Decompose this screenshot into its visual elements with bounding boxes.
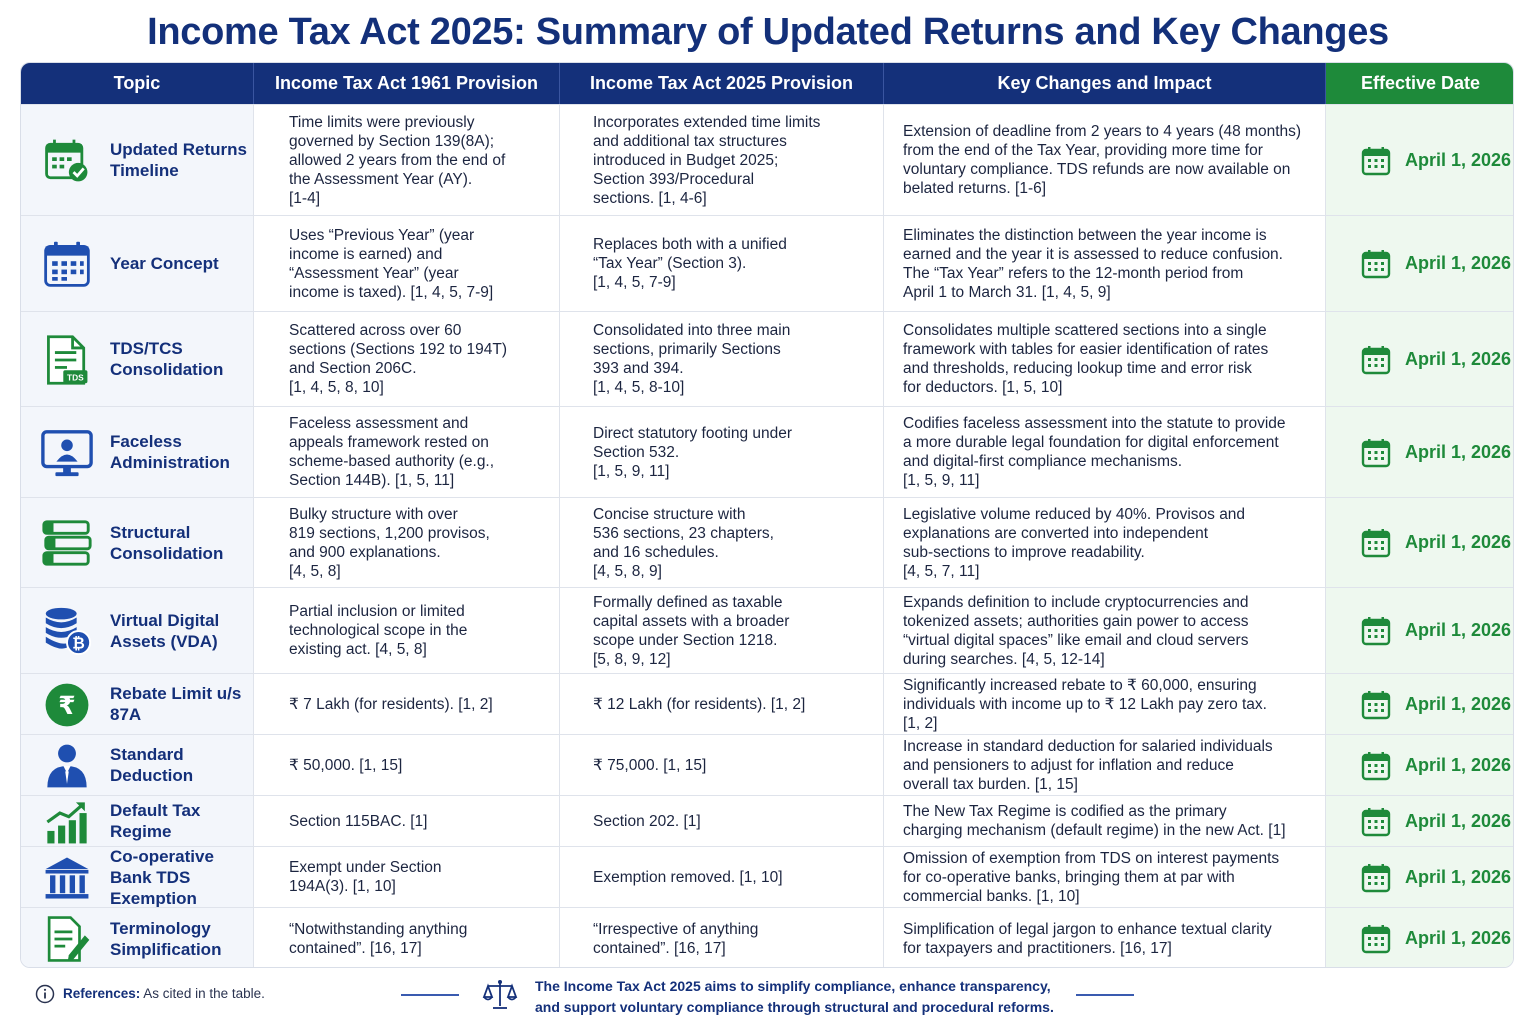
divider-right (1076, 994, 1134, 996)
key-changes-text: Omission of exemption from TDS on interest payments for co-operative banks, bringing them at par with commercial banks. [1, 10] (903, 849, 1280, 905)
new-provision-cell (560, 105, 884, 215)
key-changes-cell (884, 588, 1326, 673)
key-changes-cell (884, 312, 1326, 406)
new-provision-text: ₹ 75,000. [1, 15] (593, 756, 707, 774)
footer (0, 972, 1536, 1024)
new-provision-text: Consolidated into three main sections, primarily Sections 393 and 394. [1, 4, 5, 8-10] (593, 322, 791, 396)
info-icon (35, 984, 55, 1004)
table-row (21, 907, 1514, 968)
calendar-icon (1360, 923, 1392, 955)
old-provision-cell (254, 498, 560, 587)
topic-cell (21, 498, 254, 587)
key-changes-text: Legislative volume reduced by 40%. Provisos and explanations are converted into independent sub-sections to improve readability. [4, 5, 7, 11] (903, 505, 1246, 580)
new-provision-cell (560, 735, 884, 795)
old-provision-cell (254, 674, 560, 734)
topic-cell (21, 216, 254, 311)
tds-document-icon (39, 332, 95, 388)
key-changes-cell (884, 674, 1326, 734)
effective-date: April 1, 2026 (1405, 441, 1512, 462)
books-icon (39, 515, 95, 571)
new-provision-cell (560, 312, 884, 406)
effective-date: April 1, 2026 (1405, 754, 1512, 775)
new-provision-text: Exemption removed. [1, 10] (593, 868, 783, 886)
old-provision-cell (254, 847, 560, 907)
bank-icon (39, 850, 95, 906)
effective-date-cell (1326, 588, 1514, 673)
new-provision-cell (560, 407, 884, 497)
topic-cell (21, 674, 254, 734)
table-row (21, 795, 1514, 846)
old-provision-text: Exempt under Section 194A(3). [1, 10] (289, 859, 442, 895)
key-changes-cell (884, 105, 1326, 215)
new-provision-cell (560, 498, 884, 587)
effective-date-cell (1326, 407, 1514, 497)
old-provision-text: Section 115BAC. [1] (289, 812, 428, 830)
svg-text:₿: ₿ (72, 635, 85, 653)
key-changes-cell (884, 796, 1326, 846)
effective-date: April 1, 2026 (1405, 810, 1512, 831)
calendar-icon (1360, 689, 1392, 721)
new-provision-cell (560, 216, 884, 311)
effective-date: April 1, 2026 (1405, 866, 1512, 887)
references-note: References: As cited in the table. (63, 986, 265, 1001)
header-old-provision: Income Tax Act 1961 Provision (254, 63, 560, 104)
summary-table (20, 62, 1514, 968)
old-provision-cell (254, 796, 560, 846)
key-changes-text: Simplification of legal jargon to enhance textual clarity for taxpayers and practitioners. [16, 17] (903, 920, 1272, 957)
old-provision-text: Time limits were previously governed by Section 139(8A); allowed 2 years from the end of the Assessment Year (AY). [1-4] (289, 113, 506, 207)
growth-chart-icon (39, 794, 95, 850)
header-topic: Topic (21, 63, 254, 104)
table-row (21, 497, 1514, 587)
effective-date: April 1, 2026 (1405, 693, 1512, 714)
table-row (21, 846, 1514, 907)
new-provision-cell (560, 588, 884, 673)
key-changes-cell (884, 407, 1326, 497)
new-provision-text: Incorporates extended time limits and additional tax structures introduced in Budget 2025; Section 393/Procedural sections. [1, 4-6] (593, 113, 821, 207)
effective-date-cell (1326, 498, 1514, 587)
key-changes-cell (884, 216, 1326, 311)
topic-cell (21, 407, 254, 497)
topic-cell (21, 105, 254, 215)
svg-text:TDS: TDS (67, 371, 84, 382)
old-provision-text: Bulky structure with over 819 sections, 1,200 provisos, and 900 explanations. [4, 5, 8] (289, 505, 490, 580)
new-provision-text: Replaces both with a unified “Tax Year” (Section 3). [1, 4, 5, 7-9] (593, 236, 787, 291)
effective-date-cell (1326, 847, 1514, 907)
topic-cell (21, 735, 254, 795)
table-row (21, 406, 1514, 497)
new-provision-cell (560, 796, 884, 846)
topic-label: Year Concept (110, 254, 219, 273)
calendar-icon (1360, 862, 1392, 894)
calendar-icon (1360, 248, 1392, 280)
calendar-icon (1360, 806, 1392, 838)
topic-label: Faceless Administration (110, 432, 230, 472)
old-provision-text: Faceless assessment and appeals framework rested on scheme-based authority (e.g., Section 144B). [1, 5, 11] (289, 415, 495, 489)
header-key-changes: Key Changes and Impact (884, 63, 1326, 104)
new-provision-text: ₹ 12 Lakh (for residents). [1, 2] (593, 695, 806, 713)
new-provision-cell (560, 847, 884, 907)
old-provision-cell (254, 407, 560, 497)
key-changes-text: Expands definition to include cryptocurrencies and tokenized assets; authorities gain power to access “virtual digital spaces” like email and cloud servers during searches. [4, 5, 12-14] (903, 593, 1249, 668)
key-changes-cell (884, 847, 1326, 907)
effective-date: April 1, 2026 (1405, 928, 1512, 948)
key-changes-cell (884, 908, 1326, 968)
topic-label: Terminology Simplification (110, 918, 222, 959)
calendar-icon (39, 236, 95, 292)
svg-text:₹: ₹ (58, 690, 76, 720)
calendar-icon (1360, 750, 1392, 782)
effective-date: April 1, 2026 (1405, 532, 1512, 552)
topic-label: Co-operative Bank TDS Exemption (110, 846, 214, 908)
topic-label: Structural Consolidation (110, 522, 224, 563)
key-changes-text: The New Tax Regime is codified as the primary charging mechanism (default regime) in the new Act. [1] (903, 803, 1286, 839)
table-row (21, 104, 1514, 215)
calendar-icon (1360, 344, 1392, 376)
page-title: Income Tax Act 2025: Summary of Updated Returns and Key Changes (147, 11, 1389, 53)
header-effective-date: Effective Date (1326, 63, 1514, 104)
new-provision-text: Direct statutory footing under Section 532. [1, 5, 9, 11] (593, 424, 793, 480)
calendar-icon (1360, 437, 1392, 469)
effective-date-cell (1326, 735, 1514, 795)
key-changes-text: Extension of deadline from 2 years to 4 years (48 months) from the end of the Tax Year, providing more time for voluntary compliance. TDS refunds are now available on belated returns. [1-6] (903, 123, 1302, 197)
old-provision-cell (254, 588, 560, 673)
effective-date-cell (1326, 796, 1514, 846)
key-changes-text: Codifies faceless assessment into the statute to provide a more durable legal foundation for digital enforcement and digital-first compliance mechanisms. [1, 5, 9, 11] (903, 415, 1286, 489)
topic-label: Standard Deduction (110, 745, 194, 785)
effective-date: April 1, 2026 (1405, 348, 1512, 369)
old-provision-text: Scattered across over 60 sections (Sections 192 to 194T) and Section 206C. [1, 4, 5, 8, 10] (289, 322, 507, 396)
effective-date: April 1, 2026 (1405, 149, 1512, 170)
old-provision-text: ₹ 50,000. [1, 15] (289, 756, 403, 774)
rupee-icon (39, 677, 95, 733)
effective-date-cell (1326, 105, 1514, 215)
topic-label: Virtual Digital Assets (VDA) (110, 610, 220, 651)
new-provision-cell (560, 674, 884, 734)
table-row (21, 673, 1514, 734)
old-provision-cell (254, 908, 560, 968)
footer-message: The Income Tax Act 2025 aims to simplify compliance, enhance transparency, and support voluntary compliance through structural and procedural reforms. (535, 978, 1054, 1015)
effective-date-cell (1326, 908, 1514, 968)
calendar-icon (1360, 527, 1392, 559)
topic-label: TDS/TCS Consolidation (110, 339, 224, 379)
table-row (21, 587, 1514, 673)
old-provision-cell (254, 105, 560, 215)
old-provision-text: Uses “Previous Year” (year income is earned) and “Assessment Year” (year income is taxed). [1, 4, 5, 7-9] (289, 226, 494, 301)
person-icon (39, 738, 95, 794)
old-provision-cell (254, 735, 560, 795)
table-row (21, 311, 1514, 406)
effective-date-cell (1326, 674, 1514, 734)
table-row (21, 734, 1514, 795)
topic-label: Updated Returns Timeline (110, 140, 247, 180)
topic-cell (21, 588, 254, 673)
topic-cell (21, 312, 254, 406)
old-provision-text: “Notwithstanding anything contained”. [16, 17] (289, 920, 468, 957)
scales-of-justice-icon (482, 978, 518, 1012)
effective-date: April 1, 2026 (1405, 253, 1512, 273)
new-provision-text: Formally defined as taxable capital assets with a broader scope under Section 1218. [5, 8, 9, 12] (593, 593, 790, 668)
new-provision-text: Concise structure with 536 sections, 23 chapters, and 16 schedules. [4, 5, 8, 9] (593, 505, 774, 580)
key-changes-text: Eliminates the distinction between the year income is earned and the year it is assessed to reduce confusion. The “Tax Year” refers to the 12-month period from April 1 to March 31. [1, 4, 5, 9] (903, 226, 1283, 301)
new-provision-text: “Irrespective of anything contained”. [16, 17] (593, 920, 759, 957)
topic-label: Default Tax Regime (110, 801, 201, 841)
topic-cell (21, 908, 254, 968)
key-changes-cell (884, 498, 1326, 587)
key-changes-text: Significantly increased rebate to ₹ 60,000, ensuring individuals with income up to ₹ 12 Lakh pay zero tax. [1, 2] (903, 676, 1267, 732)
topic-cell (21, 847, 254, 907)
effective-date-cell (1326, 312, 1514, 406)
document-pen-icon (39, 911, 95, 967)
calendar-check-icon (39, 133, 95, 189)
table-row (21, 215, 1514, 311)
calendar-icon (1360, 615, 1392, 647)
topic-label: Rebate Limit u/s 87A (110, 684, 242, 724)
topic-cell (21, 796, 254, 846)
key-changes-text: Consolidates multiple scattered sections into a single framework with tables for easier identification of rates and thresholds, reducing lookup time and error risk for deductors. [1, 5, 10] (903, 322, 1269, 396)
old-provision-cell (254, 216, 560, 311)
effective-date: April 1, 2026 (1405, 620, 1512, 640)
new-provision-text: Section 202. [1] (593, 812, 701, 830)
new-provision-cell (560, 908, 884, 968)
header-new-provision: Income Tax Act 2025 Provision (560, 63, 884, 104)
key-changes-text: Increase in standard deduction for salaried individuals and pensioners to adjust for inflation and reduce overall tax burden. [1, 15] (903, 737, 1273, 793)
monitor-user-icon (39, 425, 95, 481)
old-provision-cell (254, 312, 560, 406)
effective-date-cell (1326, 216, 1514, 311)
divider-left (401, 994, 459, 996)
crypto-coins-icon (39, 603, 95, 659)
old-provision-text: ₹ 7 Lakh (for residents). [1, 2] (289, 695, 493, 713)
key-changes-cell (884, 735, 1326, 795)
calendar-icon (1360, 145, 1392, 177)
old-provision-text: Partial inclusion or limited technological scope in the existing act. [4, 5, 8] (289, 603, 468, 658)
